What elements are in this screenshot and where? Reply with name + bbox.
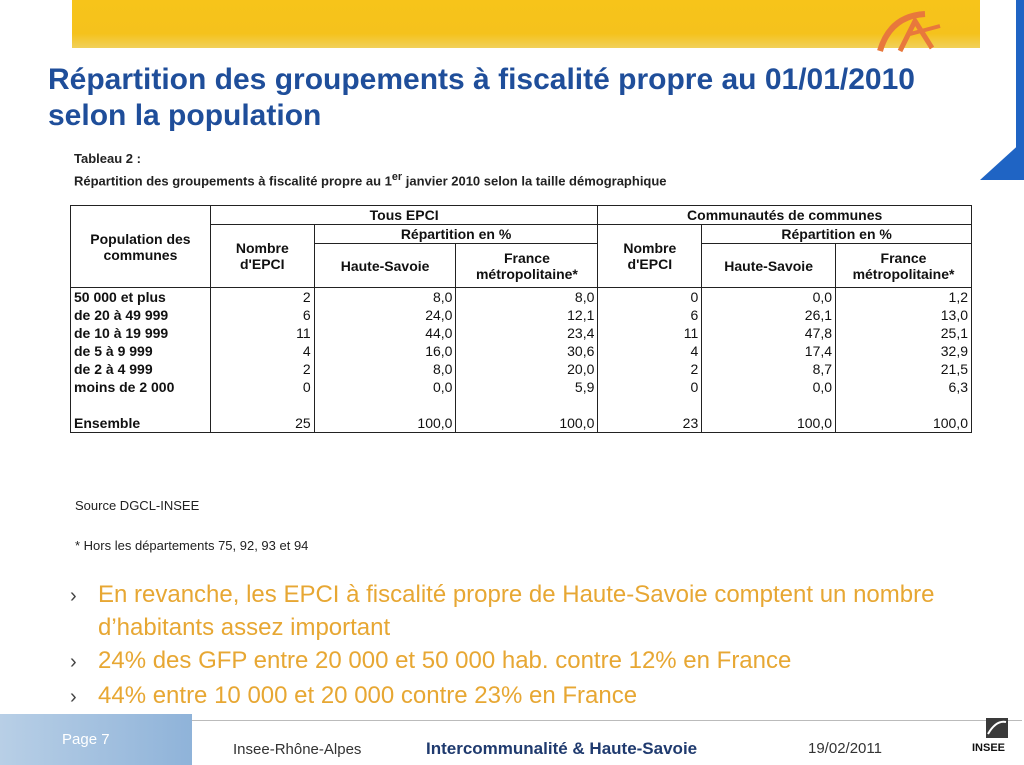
cell: 2 bbox=[598, 360, 702, 378]
row-label: 50 000 et plus bbox=[71, 288, 211, 307]
table-row bbox=[71, 324, 972, 342]
cell: 11 bbox=[598, 324, 702, 342]
table-row bbox=[71, 342, 972, 360]
table-total-row bbox=[71, 414, 972, 433]
cell: 26,1 bbox=[702, 306, 836, 324]
table-spacer-row bbox=[71, 396, 972, 414]
footer-organization: Insee-Rhône-Alpes bbox=[233, 741, 362, 758]
cell: 32,9 bbox=[836, 342, 972, 360]
table-row bbox=[71, 378, 972, 396]
bullet-item bbox=[70, 679, 970, 714]
header-nombre-epci-cc: Nombre d'EPCI bbox=[598, 225, 702, 288]
source-note: Source DGCL-INSEE bbox=[75, 498, 200, 513]
chevron-right-icon: › bbox=[70, 686, 77, 708]
cell: 0 bbox=[598, 378, 702, 396]
cell: 24,0 bbox=[314, 306, 456, 324]
cell: 4 bbox=[210, 342, 314, 360]
cell: 5,9 bbox=[456, 378, 598, 396]
footer-brand: INSEE bbox=[972, 742, 1006, 754]
cell: 21,5 bbox=[836, 360, 972, 378]
cell: 6,3 bbox=[836, 378, 972, 396]
caption-line-2 bbox=[74, 168, 667, 190]
cell: 20,0 bbox=[456, 360, 598, 378]
cell: 12,1 bbox=[456, 306, 598, 324]
cell: 23,4 bbox=[456, 324, 598, 342]
total-label: Ensemble bbox=[71, 414, 211, 433]
cell: 25 bbox=[210, 414, 314, 433]
row-label: de 10 à 19 999 bbox=[71, 324, 211, 342]
cell: 100,0 bbox=[836, 414, 972, 433]
row-label: de 2 à 4 999 bbox=[71, 360, 211, 378]
page-number: Page 7 bbox=[0, 714, 192, 765]
caption-superscript: er bbox=[391, 171, 403, 183]
header-france: France métropolitaine* bbox=[456, 244, 598, 288]
header-haute-savoie: Haute-Savoie bbox=[314, 244, 456, 288]
cell: 11 bbox=[210, 324, 314, 342]
insee-logo-icon bbox=[984, 716, 1010, 740]
bullet-text: 24% des GFP entre 20 000 et 50 000 hab. contre 12% en France bbox=[98, 647, 792, 674]
population-table bbox=[70, 205, 972, 433]
bullet-text: En revanche, les EPCI à fiscalité propre de Haute-Savoie comptent un nombre d’habitants assez important bbox=[98, 581, 935, 641]
cell: 2 bbox=[210, 288, 314, 307]
cell: 6 bbox=[210, 306, 314, 324]
bullet-text: 44% entre 10 000 et 20 000 contre 23% en France bbox=[98, 682, 638, 709]
header-tous-epci: Tous EPCI bbox=[210, 206, 598, 225]
cell: 30,6 bbox=[456, 342, 598, 360]
cell: 0 bbox=[210, 378, 314, 396]
caption-text-b: janvier 2010 selon la taille démographique bbox=[402, 173, 667, 189]
cell: 1,2 bbox=[836, 288, 972, 307]
footnote: * Hors les départements 75, 92, 93 et 94 bbox=[75, 538, 309, 553]
header-repartition-cc: Répartition en % bbox=[702, 225, 972, 244]
header-population: Population des communes bbox=[71, 206, 211, 288]
brand-logo-icon bbox=[870, 6, 950, 56]
header-nombre-epci: Nombre d'EPCI bbox=[210, 225, 314, 288]
page-title: Répartition des groupements à fiscalité propre au 01/01/2010 selon la population bbox=[48, 63, 915, 132]
footer-date: 19/02/2011 bbox=[808, 740, 882, 757]
cell: 0,0 bbox=[702, 288, 836, 307]
cell: 16,0 bbox=[314, 342, 456, 360]
caption-text-a: Répartition des groupements à fiscalité propre au 1 bbox=[74, 173, 392, 189]
table-row bbox=[71, 306, 972, 324]
cell: 8,7 bbox=[702, 360, 836, 378]
cell: 17,4 bbox=[702, 342, 836, 360]
chevron-right-icon: › bbox=[70, 585, 77, 607]
cell: 100,0 bbox=[314, 414, 456, 433]
footer-divider bbox=[192, 720, 1022, 721]
right-edge-triangle-icon bbox=[980, 0, 1024, 180]
cell: 2 bbox=[210, 360, 314, 378]
cell: 47,8 bbox=[702, 324, 836, 342]
table-caption bbox=[74, 150, 667, 190]
cell: 6 bbox=[598, 306, 702, 324]
cell: 44,0 bbox=[314, 324, 456, 342]
cell: 8,0 bbox=[314, 360, 456, 378]
cell: 4 bbox=[598, 342, 702, 360]
header-repartition: Répartition en % bbox=[314, 225, 598, 244]
cell: 0,0 bbox=[314, 378, 456, 396]
cell: 100,0 bbox=[456, 414, 598, 433]
bullet-item bbox=[70, 644, 970, 679]
header-haute-savoie-cc: Haute-Savoie bbox=[702, 244, 836, 288]
bullet-item bbox=[70, 578, 970, 644]
bullet-list bbox=[70, 578, 970, 714]
footer-topic: Intercommunalité & Haute-Savoie bbox=[426, 739, 698, 758]
cell: 100,0 bbox=[702, 414, 836, 433]
top-color-band bbox=[72, 0, 980, 48]
cell: 0,0 bbox=[702, 378, 836, 396]
cell: 8,0 bbox=[456, 288, 598, 307]
header-communautes: Communautés de communes bbox=[598, 206, 972, 225]
cell: 8,0 bbox=[314, 288, 456, 307]
cell: 13,0 bbox=[836, 306, 972, 324]
caption-line-1: Tableau 2 : bbox=[74, 151, 141, 166]
cell: 23 bbox=[598, 414, 702, 433]
table-row bbox=[71, 288, 972, 307]
table-row bbox=[71, 360, 972, 378]
row-label: moins de 2 000 bbox=[71, 378, 211, 396]
chevron-right-icon: › bbox=[70, 651, 77, 673]
row-label: de 5 à 9 999 bbox=[71, 342, 211, 360]
header-france-cc: France métropolitaine* bbox=[836, 244, 972, 288]
cell: 25,1 bbox=[836, 324, 972, 342]
cell: 0 bbox=[598, 288, 702, 307]
row-label: de 20 à 49 999 bbox=[71, 306, 211, 324]
